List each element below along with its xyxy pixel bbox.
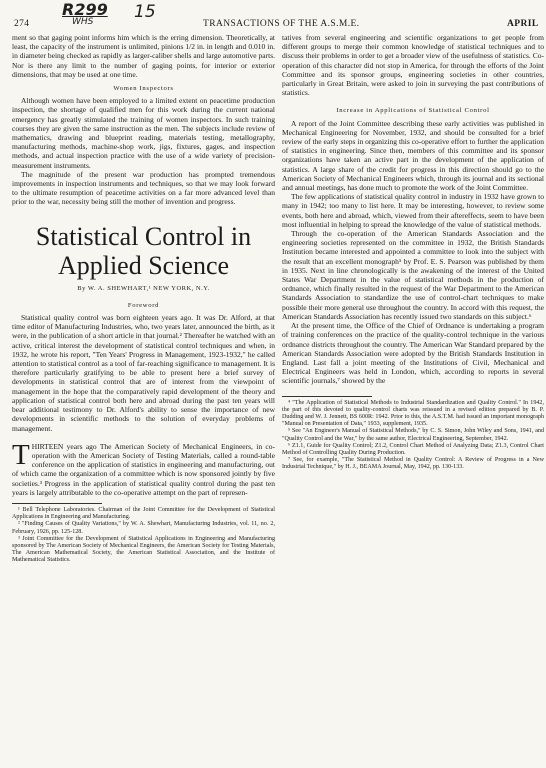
- handwritten-code: R299: [62, 0, 108, 19]
- body-paragraph: A report of the Joint Committee describing these early activities was published in Mechanical Engineering for November, 1932, and should be consulted for a brief review of the early steps in organizing this co-operative effort to further the application of statistics in engineering. Since then, members of this committee and its sponsor organizations have taken an active part in the development of the application of statistics. A large share of the credit for progress in this direction should go to the American Society of Mechanical Engineers which, through its journal and its sectional and annual meetings, has done much to promote the work of the Joint Committee.: [282, 118, 544, 193]
- intro-paragraph: HIRTEEN years ago The American Society of Mechanical Engineers, in co-operation with the American Society of Testing Materials, called a round-table conference on the application of statistics in engineering and manufacturing, out of which came the organization of a committee which is now sponsored jointly by five societies.³ Progress in the application of statistical quality control during the past ten years is largely attributable to the co-operative attempt on the part of represen-: [12, 441, 275, 497]
- body-paragraph: Although women have been employed to a limited extent on peacetime production inspection, the shortage of qualified men for this work during the current national emergency has greatly stimulated the training of women inspectors. In such training courses they are given the same instruction as the men. The subjects include review of mathematics, drawing and blueprint reading, materials testing, metallography, manufacturing methods, machine-shop work, jigs, fixtures, gages, and inspection methods, and actual inspection practice with the use of a wide variety of precision-measurement instruments.: [12, 96, 275, 170]
- body-paragraph: At the present time, the Office of the Chief of Ordnance is undertaking a program of training conferences on the practice of the quality-control technique in the various ordnance districts throughout the country. The American War Standard prepared by the American Standards Association were adopted by the British Standards Institution in England. Last fall a joint meeting of the Institutions of Civil, Mechanical and Electrical Engineers was held in London, which, according to reports in several scientific journals,⁷ showed by the: [282, 321, 544, 386]
- footnote: ⁵ See "An Engineer's Manual of Statistical Methods," by C. S. Simon, John Wiley and Sons, 1941, and "Quality Control and the War," by the same author, Electrical Engineering, September, 1942.: [282, 428, 544, 442]
- footnote: ¹ Bell Telephone Laboratories. Chairman of the Joint Committee for the Development of Statistical Applications in Engineering and Manufacturing.: [12, 506, 275, 521]
- footnote: ² "Finding Causes of Quality Variations," by W. A. Shewhart, Manufacturing Industries, vol. 11, no. 2, February, 1926, pp. 125-128.: [12, 521, 275, 535]
- article-byline: By W. A. SHEWHART,¹ NEW YORK, N.Y.: [77, 284, 210, 292]
- right-column: [282, 33, 544, 472]
- left-column: [12, 33, 275, 565]
- footnote: ⁷ See, for example, "The Statistical Method in Quality Control: A Review of Progress in a New Industrial Technique," by H. J., BEAMA Journal, May, 1942, pp. 130-133.: [282, 457, 544, 471]
- handwritten-number: 15: [134, 2, 156, 22]
- intro-block: [12, 438, 275, 497]
- article-title: [12, 222, 275, 280]
- body-paragraph: The few applications of statistical quality control in industry in 1932 have grown to many in 1942; too many to list here. It may be interesting, however, to review some events, both here and abroad, which, viewed from their aftereffects, seem to have been most influential in helping to spread the knowledge of the value of statistical methods.: [282, 192, 544, 229]
- footnote: ³ Joint Committee for the Development of Statistical Applications in Engineering and Manufacturing sponsored by The American Society of Mechanical Engineers, the American Society for Testing Materials, The American Mathematical Society, the American Statistical Association, and the Institute of Mathematical Statistics.: [12, 535, 275, 564]
- handwritten-initials: WHS: [72, 17, 94, 27]
- body-paragraph: Through the co-operation of the American Standards Association and the engineering societies represented on the committee in 1932, the British Standards Institution became interested and appointed a committee to look into the subject with the result that an excellent monograph⁵ by Prof. E. S. Pearson was published by them in 1935. Next in line chronologically is the awakening of the interest of the United States War Department in the value of statistical methods in the production of ordnance, which finally resulted in the request of the War Department to the American Standards Association to standardize the use of control-chart techniques to make possible their more general use throughout the country. In accord with this request, the American Standards Association has recently issued two standards on this subject.⁶: [282, 229, 544, 321]
- body-paragraph: The magnitude of the present war production has prompted tremendous improvements in inspection instruments and techniques, so that we may look forward to the ultimate resumption of peacetime activities on a far more advanced level than prior to the war, necessity being still the mother of invention and progress.: [12, 169, 275, 207]
- footnote: ⁴ "The Application of Statistical Methods to Industrial Standardization and Quality Control." In 1942, the part of this devoted to quality-control charts was reissued in a revised edition prepared by B. P. Dudding and W. J. Jennett, BS 600R: 1942. Prior to this, the A.S.T.M. had issued an important monograph "Manual on Presentation of Data," 1933, supplement, 1935.: [282, 399, 544, 428]
- section-heading-increase: Increase in Applications of Statistical Control: [336, 107, 490, 115]
- continued-paragraph: tatives from several engineering and scientific organizations to get people from different groups to merge their common knowledge of statistical techniques and to discuss their problems in order to get a broader view of the usefulness of statistics. Co-operation of this character did not stop in America, for through the efforts of the Joint Committee and its sponsor groups, engineering societies in other countries, particularly in Great Britain, were asked to join in surveying the past contributions of statistics.: [282, 33, 544, 98]
- footnote: ⁶ Z1.1, Guide for Quality Control; Z1.2, Control Chart Method of Analyzing Data; Z1.3, Control Chart Method of Controlling Quality During Production.: [282, 442, 544, 456]
- article-title-line1: Statistical Control in: [35, 221, 252, 251]
- foreword-paragraph: Statistical quality control was born eighteen years ago. It was Dr. Alford, at that time editor of Manufacturing Industries, who, two years later, announced the birth, as it were, in the publication of a short article in that journal.² Thereafter he watched with an active, critical interest the development of statistical control techniques and when, in 1932, he wrote his report, "Ten Years' Progress in Management, 1923-1932," he called attention to statistical control as a tool of far-reaching significance to management. It is therefore particularly gratifying to be able to present here a brief survey of developments in statistical control that are of interest from the viewpoint of management in the hope that the comparatively rapid development of the theory and application of statistical control both here and abroad during the past ten years will bear additional testimony to Dr. Alford's ability to sense the importance of new developments in scientific methods to the solution of everyday problems of management.: [12, 313, 275, 433]
- footnote-rule: [282, 396, 372, 397]
- issue-month: APRIL: [507, 19, 539, 29]
- footnote-rule: [12, 503, 102, 504]
- foreword-heading: Foreword: [127, 301, 160, 309]
- section-heading-women-inspectors: Women Inspectors: [113, 85, 174, 93]
- page-number: 274: [14, 19, 30, 29]
- journal-title: TRANSACTIONS OF THE A.S.M.E.: [203, 19, 360, 29]
- drop-cap: T: [12, 438, 30, 471]
- article-title-line2: Applied Science: [57, 250, 230, 280]
- continued-paragraph: ment so that gaging point informs him which is the erring dimension. Theoretically, at least, the capacity of the instrument is unlimited, pinions 1/2 in. in length and 0.010 in. in diameter being checked as rapidly as larger-caliber shells and large automotive parts. Nor is there any limit to the number of gaging points, for interior or exterior dimensions, that may be used at one time.: [12, 33, 275, 79]
